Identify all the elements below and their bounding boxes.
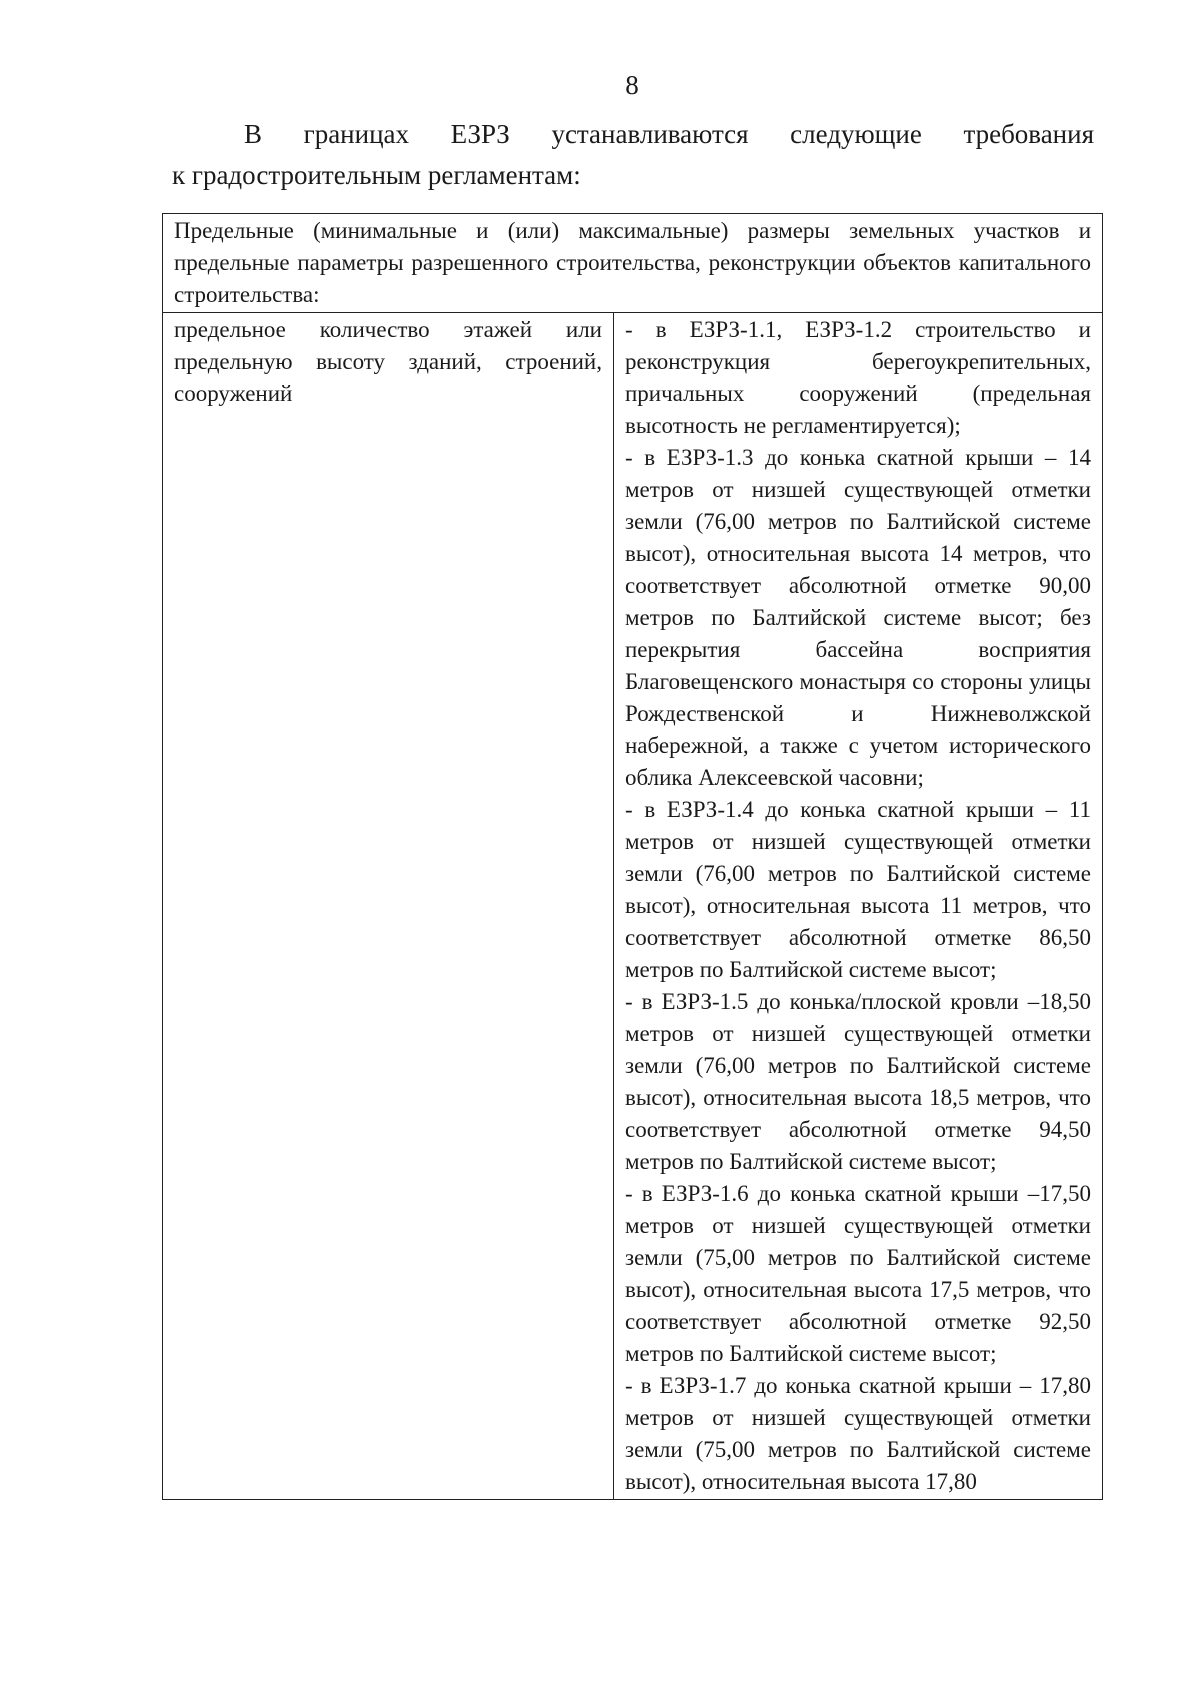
regulations-table: [162, 213, 1103, 1500]
table-header-cell: Предельные (минимальные и (или) максимальные) размеры земельных участков и предельные параметры разрешенного строительства, реконструкции объектов капитального строительства:: [163, 214, 1103, 313]
page-number: 8: [625, 70, 639, 100]
value-ezrz-1-6: - в ЕЗРЗ-1.6 до конька скатной крыши –17,50 метров от низшей существующей отметки земли (75,00 метров по Балтийской системе высот), относительная высота 17,5 метров, что соответствует абсолютной отметке 92,50 метров по Балтийской системе высот;: [625, 1181, 1091, 1366]
value-ezrz-1-1-2: - в ЕЗРЗ-1.1, ЕЗРЗ-1.2 строительство и реконструкция берегоукрепительных, причальных сооружений (предельная высотность не регламентируется);: [625, 317, 1091, 438]
intro-line-2: к градостроительным регламентам:: [172, 160, 581, 190]
values-cell: [614, 313, 1103, 1500]
parameter-cell: [163, 313, 614, 1500]
value-ezrz-1-3: - в ЕЗРЗ-1.3 до конька скатной крыши – 14 метров от низшей существующей отметки земли (76,00 метров по Балтийской системе высот), относительная высота 14 метров, что соответствует абсолютной отметке 90,00 метров по Балтийской системе высот; без перекрытия бассейна восприятия Благовещенского монастыря со стороны улицы Рождественской и Нижневолжской набережной, а также с учетом исторического облика Алексеевской часовни;: [625, 445, 1091, 790]
intro-line-1: В границах ЕЗРЗ устанавливаются следующие требования: [244, 119, 1094, 149]
value-ezrz-1-5: - в ЕЗРЗ-1.5 до конька/плоской кровли –18,50 метров от низшей существующей отметки земли (76,00 метров по Балтийской системе высот), относительная высота 18,5 метров, что соответствует абсолютной отметке 94,50 метров по Балтийской системе высот;: [625, 989, 1091, 1174]
value-ezrz-1-7: - в ЕЗРЗ-1.7 до конька скатной крыши – 17,80 метров от низшей существующей отметки земли (75,00 метров по Балтийской системе высот), относительная высота 17,80: [625, 1373, 1091, 1494]
table-row: [163, 313, 1103, 1500]
table-header-row: [163, 214, 1103, 313]
parameter-text: предельное количество этажей или предельную высоту зданий, строений, сооружений: [174, 317, 602, 406]
value-ezrz-1-4: - в ЕЗРЗ-1.4 до конька скатной крыши – 11 метров от низшей существующей отметки земли (76,00 метров по Балтийской системе высот), относительная высота 11 метров, что соответствует абсолютной отметке 86,50 метров по Балтийской системе высот;: [625, 797, 1091, 982]
intro-paragraph: [172, 114, 1094, 196]
